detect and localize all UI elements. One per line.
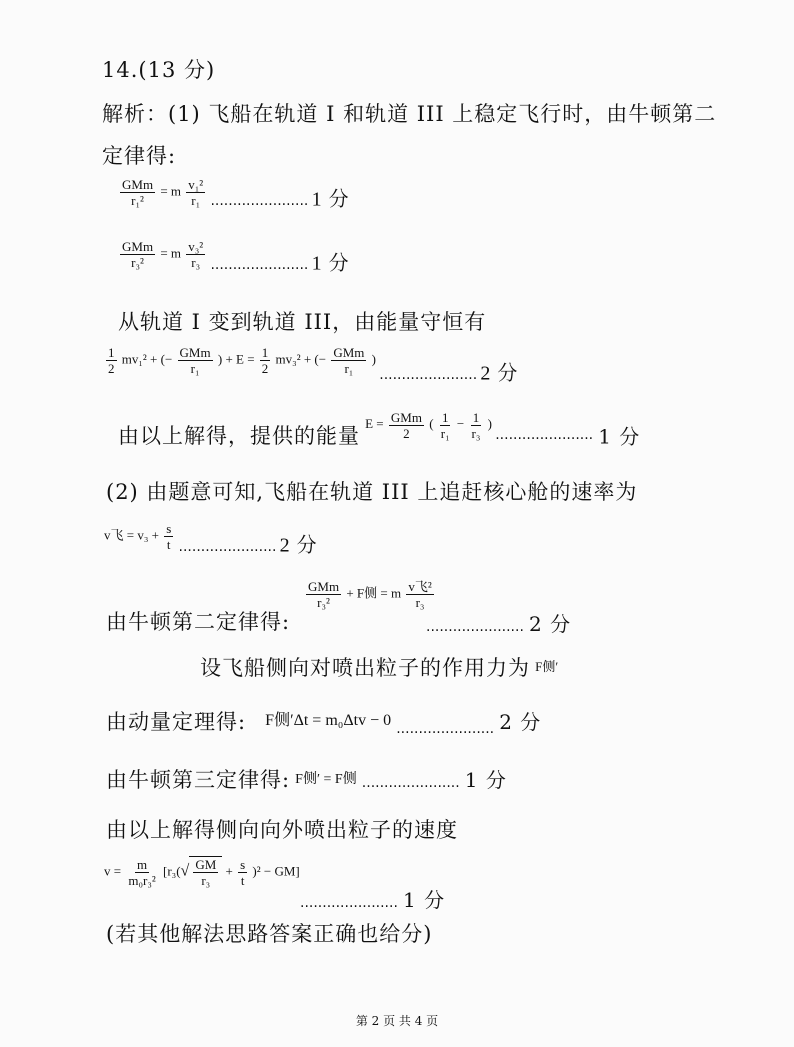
eq6-score: 2 分 [529, 612, 572, 636]
eq9-dots: ...................... [300, 895, 398, 911]
eq3-den-b: r₁ [344, 361, 354, 376]
eq3-half-den-a: 2 [108, 361, 115, 376]
eq9-st-num: s [240, 857, 246, 872]
eq1-rhs-num: v₁² [188, 177, 204, 192]
eq2-score: 1 分 [311, 252, 350, 275]
eq2-dots: ...................... [210, 257, 309, 274]
eq5-num: s [166, 521, 172, 536]
eq4-score: 1 分 [598, 424, 641, 449]
eq8-score: 1 分 [464, 768, 507, 792]
alternate-solution-note: (若其他解法思路答案正确也给分) [106, 922, 433, 946]
eq3-text-d: ) [371, 351, 376, 367]
eq8-text: F侧′ = F侧 [295, 772, 357, 787]
eq9-num: m [136, 857, 148, 872]
question-header: 14.(13 分) [102, 58, 216, 82]
part1-intro-line1: 解析：(1) 飞船在轨道 I 和轨道 III 上稳定飞行时，由牛顿第二 [102, 102, 717, 126]
eq3-text-c: mv₃² + (− [275, 351, 327, 367]
momentum-text: 由动量定理得: [106, 710, 247, 734]
equation-1 [118, 178, 350, 209]
eq6-mid: + F侧 = m [346, 585, 402, 601]
eq4-f2-den: r₃ [471, 425, 481, 441]
final-text: 由以上解得侧向向外喷出粒子的速度 [106, 818, 458, 842]
eq4-num: GMm [390, 409, 422, 425]
eq3-half-num-b: 1 [261, 345, 269, 360]
eq5-dots: ...................... [178, 539, 277, 556]
eq9-den: m₀r₃² [128, 873, 156, 888]
eq1-lhs-num: GMm [122, 177, 154, 192]
eq6-dots: ...................... [426, 619, 524, 635]
eq6-num-a: GMm [308, 579, 340, 594]
energy-text: 从轨道 I 变到轨道 III，由能量守恒有 [118, 310, 487, 334]
eq3-half-den-b: 2 [261, 361, 269, 376]
eq7-dots: ...................... [396, 721, 495, 737]
eq9-sqrt-num: GM [195, 857, 217, 872]
eq4-f1-den: r₁ [440, 425, 450, 441]
newton3-text: 由牛顿第三定律得: [106, 768, 291, 792]
eq5-den: t [166, 537, 171, 552]
momentum-line [106, 706, 541, 737]
eq4-f1-num: 1 [441, 409, 449, 425]
newton3-line [106, 764, 507, 794]
eq2-lhs-den: r₃² [131, 255, 144, 270]
eq3-score: 2 分 [480, 362, 519, 385]
eq7-score: 2 分 [499, 710, 542, 734]
eq9-sqrt [189, 856, 222, 887]
eq2-lhs-num: GMm [122, 239, 154, 254]
eq3-num-b: GMm [333, 345, 365, 360]
eq2-rhs-num: v₃² [188, 239, 204, 254]
eq5-score: 2 分 [279, 534, 318, 557]
force-symbol: F侧′ [535, 659, 559, 674]
eq5-text: v飞 = v₃ + [104, 527, 159, 543]
eq9-tail: )² − GM] [252, 863, 300, 879]
eq4-paren-open: ( [429, 415, 434, 431]
eq3-dots: ...................... [379, 367, 478, 384]
eq4-lhs: E = [365, 415, 384, 431]
energy-result-text: 由以上解得，提供的能量 [118, 424, 360, 448]
eq3-half-num-a: 1 [108, 345, 115, 360]
eq2-rhs-pre: = m [160, 245, 182, 261]
eq6-num-b: v飞² [408, 579, 432, 594]
force-text: 设飞船侧向对喷出粒子的作用力为 [200, 656, 530, 680]
eq8-dots: ...................... [361, 775, 460, 791]
eq3-text-b: ) + E = [217, 351, 255, 367]
eq9-st-den: t [240, 873, 245, 888]
eq9-score: 1 分 [403, 888, 446, 912]
eq4-dots: ...................... [495, 427, 594, 443]
equation-9: v = $\frac{m}{\text{m₀r₃²}}$ [r₃(√ $\frac{GM}{\text{r₃}}$ + $\frac{s}{t}$ )² − GM] [104, 857, 300, 888]
eq3-num-a: GMm [179, 345, 211, 360]
equation-3 [104, 346, 518, 383]
newton2-text: 由牛顿第二定律得: [106, 610, 291, 634]
eq1-rhs-den: r₁ [191, 193, 201, 208]
equation-2 [118, 240, 350, 273]
eq6-den-a: r₃² [317, 595, 330, 610]
eq6-score-line [426, 608, 571, 637]
part2-intro: (2) 由题意可知,飞船在轨道 III 上追赶核心舱的速率为 [106, 480, 638, 504]
equation-6 [304, 580, 436, 609]
eq9-score-line [300, 884, 445, 913]
eq1-score: 1 分 [311, 188, 350, 211]
equation-5 [104, 522, 318, 555]
force-line [200, 652, 558, 682]
eq9-sqrt-den: r₃ [201, 873, 211, 888]
eq2-rhs-den: r₃ [191, 255, 201, 270]
eq1-rhs-pre: = m [160, 183, 182, 199]
part1-intro-line2: 定律得: [102, 144, 177, 168]
eq1-dots: ...................... [210, 193, 309, 210]
eq9-lhs: v = [104, 863, 122, 879]
eq9-bracket-open: [r₃( [163, 863, 181, 879]
eq4-paren-close: ) [487, 415, 492, 431]
eq4-den: 2 [403, 425, 410, 441]
eq4-f2-num: 1 [472, 409, 480, 425]
eq9-plus: + [225, 863, 233, 879]
page-footer: 第 2 页 共 4 页 [355, 1014, 439, 1028]
eq1-lhs-den: r₁² [131, 193, 144, 208]
eq3-text-a: mv₁² + (− [121, 351, 173, 367]
eq6-den-b: r₃ [415, 595, 425, 610]
energy-result-line [118, 409, 641, 450]
eq3-den-a: r₁ [190, 361, 200, 376]
equation-4 [365, 409, 495, 441]
eq7-text: F侧′Δt = m₀Δtv − 0 [265, 712, 392, 729]
eq4-minus: − [456, 415, 465, 431]
